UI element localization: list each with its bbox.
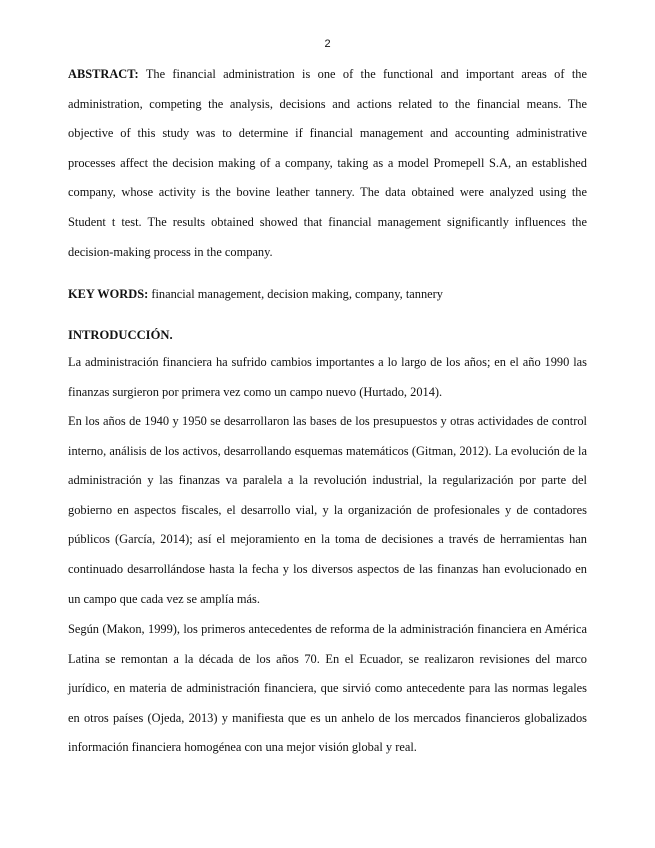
abstract-text: The financial administration is one of the functional and important areas of the administration, competing the analysis, decisions and actions related to the financial means. The objective of this study was to determine if financial management and accounting administrative processes affect the decision making of a company, taking as a model Promepell S.A, an established company, whose activity is the bovine leather tannery. The data obtained were analyzed using the Student t test. The results obtained showed that financial management significantly influences the decision-making process in the company. [68,67,587,259]
page-number: 2 [324,38,331,50]
keywords-label: KEY WORDS: [68,287,149,301]
intro-paragraph-1: La administración financiera ha sufrido cambios importantes a lo largo de los años; en el año 1990 las finanzas surgieron por primera vez como un campo nuevo (Hurtado, 2014). [68,355,587,399]
keywords-text: financial management, decision making, company, tannery [151,287,443,301]
section-heading: INTRODUCCIÓN. [68,328,173,342]
abstract-label: ABSTRACT: [68,67,139,81]
intro-paragraph-3: Según (Makon, 1999), los primeros antecedentes de reforma de la administración financiera en América Latina se remontan a la década de los años 70. En el Ecuador, se realizaron revisiones del marco jurídico, en materia de administración financiera, que sirvió como antecedente para las normas legales en otros países (Ojeda, 2013) y manifiesta que es un anhelo de los mercados financieros globalizados información financiera homogénea con una mejor visión global y real. [68,622,587,755]
intro-paragraph-2: En los años de 1940 y 1950 se desarrollaron las bases de los presupuestos y otras actividades de control interno, análisis de los activos, desarrollando esquemas matemáticos (Gitman, 2012). La evolución de la administración y las finanzas va paralela a la revolución industrial, la regularización por parte del gobierno en aspectos fiscales, el desarrollo vial, y la organización de profesionales y de contadores públicos (García, 2014); así el mejoramiento en la toma de decisiones a través de herramientas han continuado desarrollándose hasta la fecha y los diversos aspectos de las finanzas han evolucionado en un campo que cada vez se amplía más. [68,414,587,606]
abstract-paragraph [68,60,587,267]
keywords-paragraph [68,280,587,310]
